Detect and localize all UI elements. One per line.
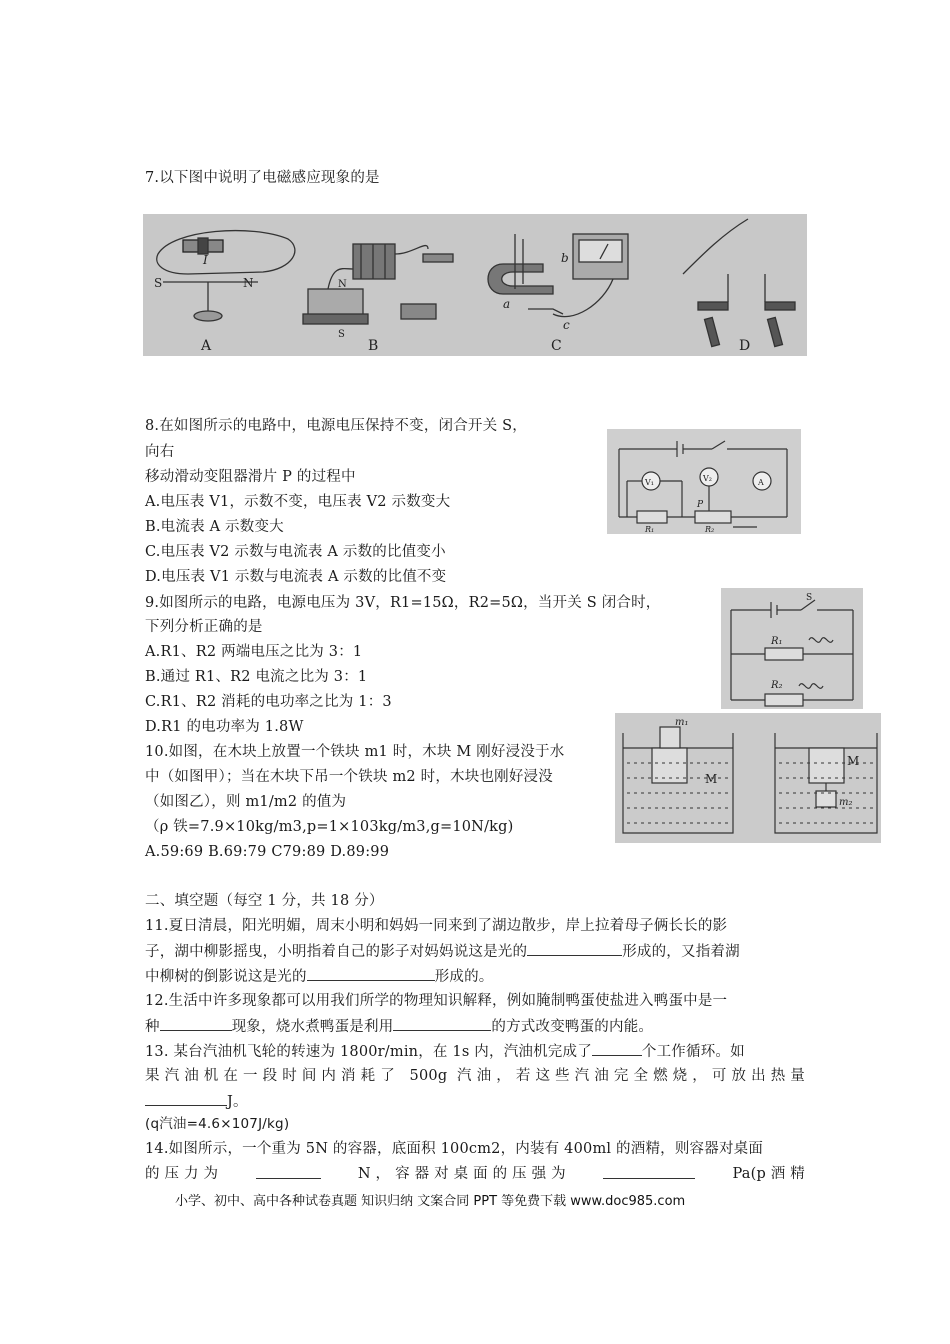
q8-circuit-figure <box>607 429 801 534</box>
q8-r2-label: R₂ <box>705 525 715 534</box>
q9-option-b: B.通过 R1、R2 电流之比为 3：1 <box>145 669 368 685</box>
fig-d-label: D <box>739 338 751 354</box>
q12-line2-b: 现象，烧水煮鸭蛋是利用 <box>231 1019 394 1035</box>
q11-line2-b: 形成的，又指着湖 <box>622 944 740 960</box>
q14-line2-content <box>145 1164 805 1184</box>
q9-line1: 9.如图所示的电路，电源电压为 3V，R1=15Ω，R2=5Ω，当开关 S 闭合时， <box>145 595 661 611</box>
q14-line2-c: Pa(p 酒 精 <box>732 1166 805 1182</box>
q11-blank-1[interactable] <box>527 941 622 956</box>
q14-blank-2[interactable] <box>603 1164 695 1179</box>
q8-r1-label: R₁ <box>645 525 655 534</box>
q9-circuit-figure <box>721 588 863 709</box>
fig-c-label: C <box>551 338 562 354</box>
q8-option-c: C.电压表 V2 示数与电流表 A 示数的比值变小 <box>145 544 446 560</box>
q10-line4: （ρ 铁=7.9×10kg/m3,p=1×103kg/m3,g=10N/kg) <box>145 819 514 835</box>
q13-line1 <box>145 1041 745 1062</box>
q8-line3: 移动滑动变阻器滑片 P 的过程中 <box>145 469 356 485</box>
q12-line2 <box>145 1016 653 1037</box>
q10-figure <box>615 713 881 843</box>
q10-m1-label: m₁ <box>675 717 689 728</box>
q13-line4: (q汽油=4.6×107J/kg) <box>145 1116 290 1132</box>
q11-line1: 11.夏日清晨，阳光明媚，周末小明和妈妈一同来到了湖边散步，岸上拉着母子俩长长的影 <box>145 918 728 934</box>
q7-figure <box>143 214 807 356</box>
q8-v2-icon: V₂ <box>703 474 712 483</box>
fig-a-n: N <box>243 276 254 290</box>
q10-m-label-b: M <box>847 754 860 768</box>
q9-r1-label: R₁ <box>771 636 783 647</box>
fig-a-s: S <box>154 276 163 290</box>
q13-line1-b: 个工作循环。如 <box>641 1044 745 1060</box>
q8-option-a: A.电压表 V1，示数不变，电压表 V2 示数变大 <box>145 494 451 510</box>
q14-line1: 14.如图所示，一个重为 5N 的容器，底面积 100cm2，内装有 400ml 的酒精，则容器对桌面 <box>145 1141 764 1157</box>
q14-blank-1[interactable] <box>256 1164 321 1179</box>
q13-line2: 果汽油机在一段时间内消耗了 500g 汽油，若这些汽油完全燃烧，可放出热量 <box>145 1068 805 1084</box>
fig-b-n: N <box>338 279 347 290</box>
fig-a-i: I <box>203 253 208 267</box>
q7-stem: 7.以下图中说明了电磁感应现象的是 <box>145 170 380 186</box>
q10-line2: 中（如图甲）；当在木块下吊一个铁块 m2 时，木块也刚好浸没 <box>145 769 553 785</box>
fig-c-c: c <box>563 318 570 332</box>
q8-line2: 向右 <box>145 444 175 460</box>
q9-line2: 下列分析正确的是 <box>145 619 263 635</box>
fig-b-s: S <box>338 329 345 340</box>
q13-blank-2[interactable] <box>145 1091 227 1106</box>
q9-option-a: A.R1、R2 两端电压之比为 3：1 <box>145 644 363 660</box>
q12-blank-1[interactable] <box>160 1016 232 1031</box>
fig-c-a: a <box>503 297 511 311</box>
q11-line3-b: 形成的。 <box>434 969 494 985</box>
q8-option-b: B.电流表 A 示数变大 <box>145 519 284 535</box>
q10-line3: （如图乙），则 m1/m2 的值为 <box>145 794 347 810</box>
fig-a-label: A <box>201 338 212 354</box>
q8-line1: 8.在如图所示的电路中，电源电压保持不变，闭合开关 S， <box>145 418 527 434</box>
q11-line2-a: 子，湖中柳影摇曳，小明指着自己的影子对妈妈说这是光的 <box>145 944 528 960</box>
q14-line2-a: 的 压 力 为 <box>145 1166 219 1182</box>
q10-m2-label: m₂ <box>839 797 853 808</box>
q9-option-d: D.R1 的电功率为 1.8W <box>145 719 304 735</box>
q8-option-d: D.电压表 V1 示数与电流表 A 示数的比值不变 <box>145 569 447 585</box>
q12-line2-a: 种 <box>145 1019 160 1035</box>
q9-option-c: C.R1、R2 消耗的电功率之比为 1：3 <box>145 694 392 710</box>
fig-c-b: b <box>561 251 569 265</box>
section2-heading: 二、填空题（每空 1 分，共 18 分） <box>145 893 384 909</box>
q14-line2-b: N ， 容 器 对 桌 面 的 压 强 为 <box>357 1166 566 1182</box>
q11-blank-2[interactable] <box>307 966 435 981</box>
q13-blank-1[interactable] <box>592 1041 642 1056</box>
fig-b-label: B <box>368 338 379 354</box>
q12-line1: 12.生活中许多现象都可以用我们所学的物理知识解释，例如腌制鸭蛋使盐进入鸭蛋中是一 <box>145 993 728 1009</box>
q13-line3 <box>145 1091 248 1112</box>
q9-switch-label: S <box>806 593 813 603</box>
page-footer: 小学、初中、高中各种试卷真题 知识归纳 文案合同 PPT 等免费下载 www.doc985.com <box>175 1194 686 1209</box>
q12-line2-c: 的方式改变鸭蛋的内能。 <box>491 1019 654 1035</box>
q8-p-label: P <box>697 500 704 510</box>
q8-ammeter-icon: A <box>758 478 764 487</box>
q9-r2-label: R₂ <box>771 680 783 691</box>
q10-options: A.59:69 B.69:79 C79:89 D.89:99 <box>145 844 390 860</box>
q10-line1: 10.如图，在木块上放置一个铁块 m1 时，木块 M 刚好浸没于水 <box>145 744 565 760</box>
q8-v1-icon: V₁ <box>645 478 654 487</box>
q11-line2 <box>145 941 740 962</box>
q13-line3-text: J。 <box>227 1094 248 1110</box>
q11-line3-a: 中柳树的倒影说这是光的 <box>145 969 307 985</box>
q11-line3 <box>145 966 494 987</box>
q12-blank-2[interactable] <box>393 1016 491 1031</box>
q13-line1-a: 13. 某台汽油机飞轮的转速为 1800r/min，在 1s 内，汽油机完成了 <box>145 1044 592 1060</box>
q10-m-label-a: M <box>705 772 718 786</box>
